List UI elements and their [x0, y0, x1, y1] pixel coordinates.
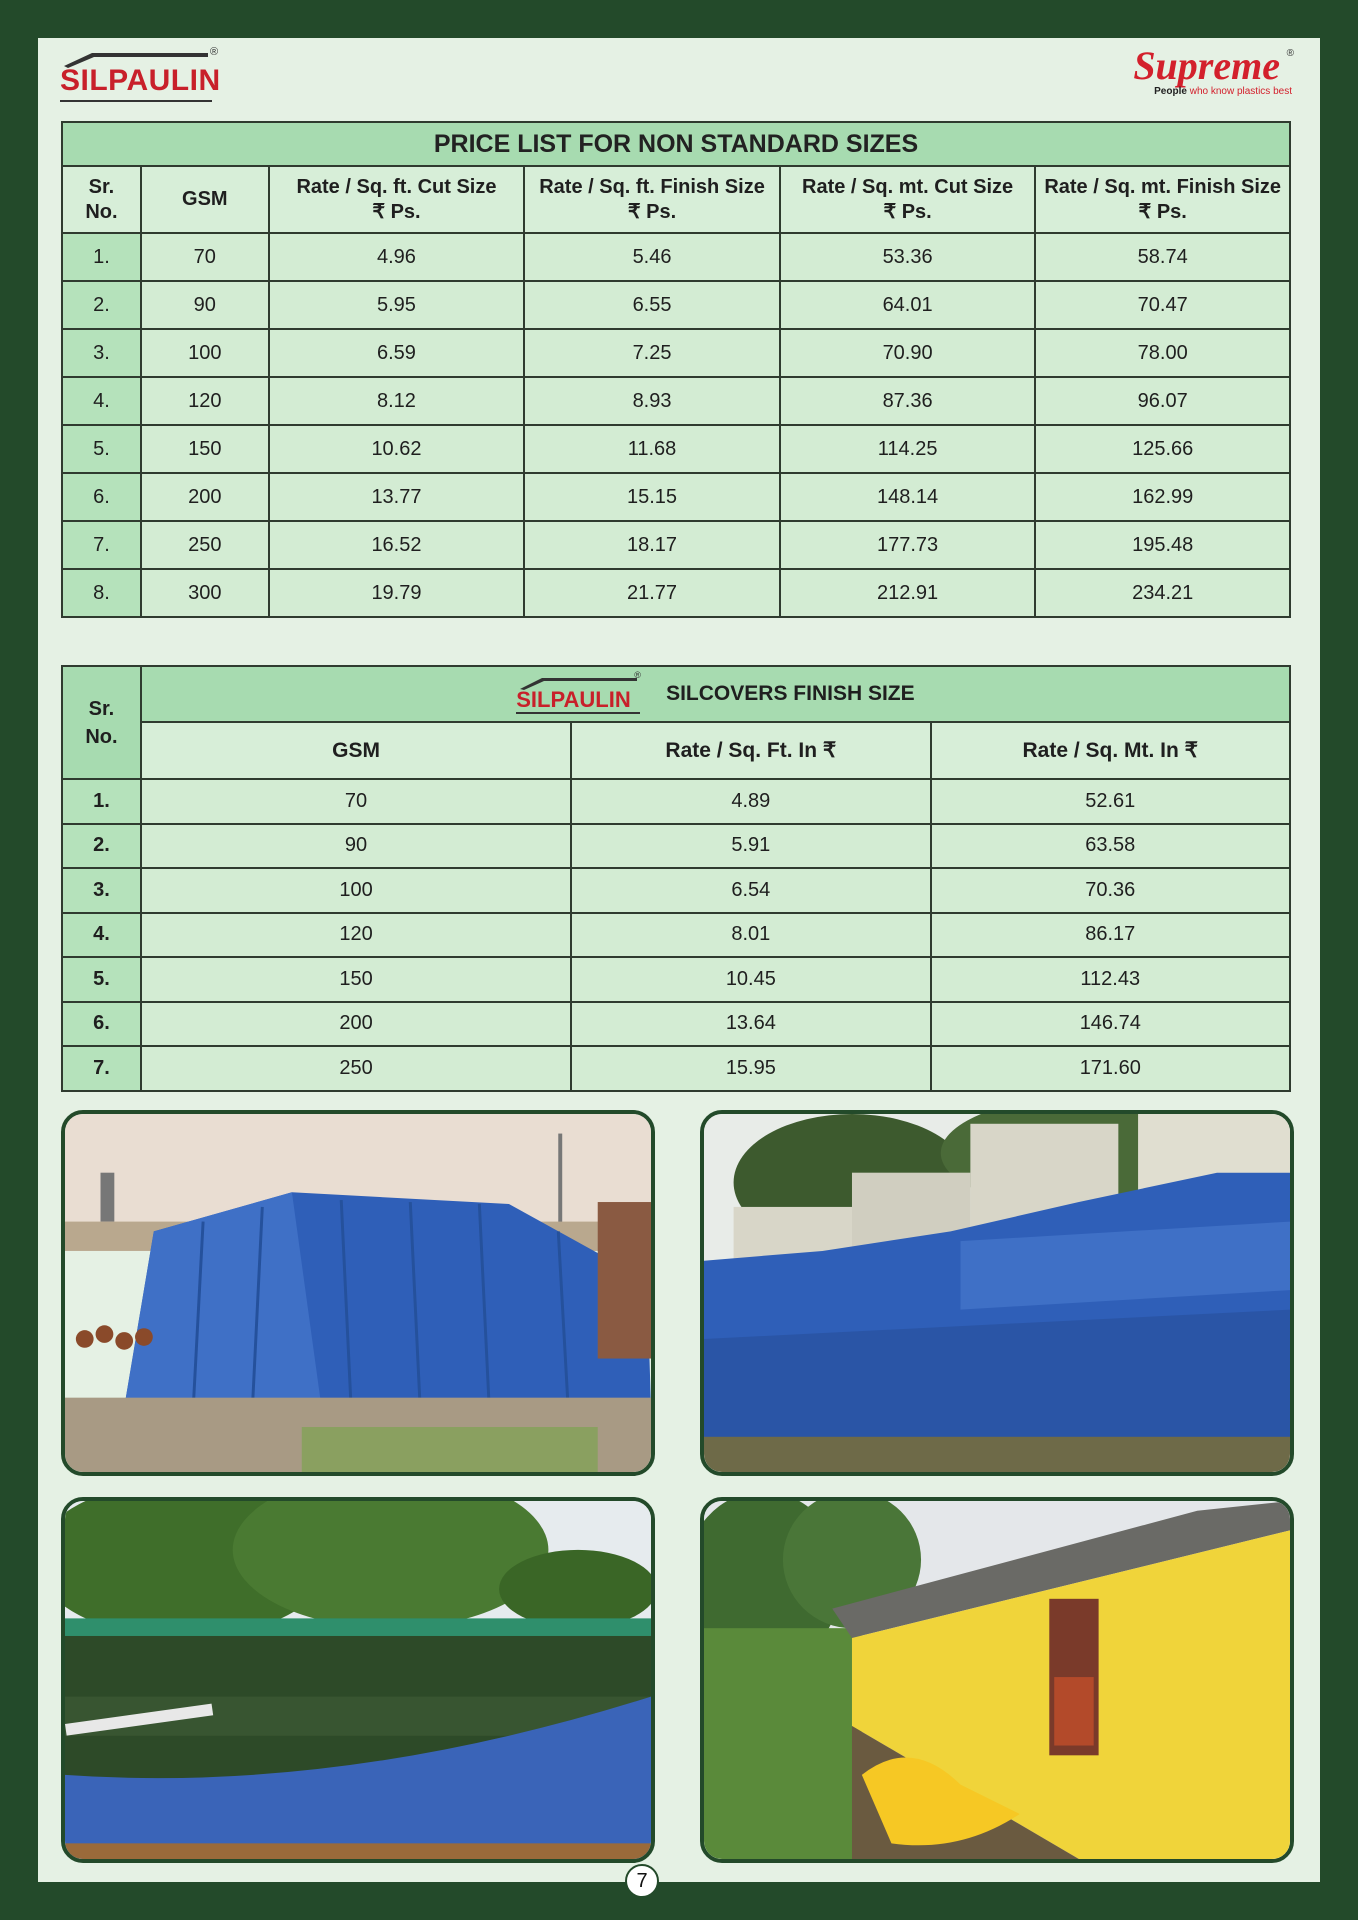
registered-mark: ® — [1286, 48, 1294, 59]
photo-tarp-covered-stack — [61, 1110, 655, 1476]
header-rate-sqmt-finish: Rate / Sq. mt. Finish Size ₹ Ps. — [1035, 166, 1290, 233]
table-row: 4. 120 8.12 8.93 87.36 96.07 — [62, 377, 1290, 425]
table-title — [141, 666, 1290, 722]
header-sr-no: Sr. No. — [62, 166, 141, 233]
silpaulin-wordmark: SILPAULIN — [60, 64, 221, 97]
header-gsm: GSM — [141, 166, 269, 233]
photo-pond-liner — [61, 1497, 655, 1863]
table-row: 8. 300 19.79 21.77 212.91 234.21 — [62, 569, 1290, 617]
brochure-page — [38, 38, 1320, 1882]
header-rate-sqmt-cut: Rate / Sq. mt. Cut Size ₹ Ps. — [780, 166, 1036, 233]
table-row: 2. 90 5.95 6.55 64.01 70.47 — [62, 281, 1290, 329]
silcovers-title: SILCOVERS FINISH SIZE — [666, 682, 915, 705]
supreme-wordmark: Supreme — [1133, 43, 1280, 88]
table-row: 1. 70 4.89 52.61 — [62, 779, 1290, 824]
header-gsm: GSM — [141, 722, 571, 779]
registered-mark: ® — [210, 46, 219, 58]
table-row: 3. 100 6.54 70.36 — [62, 868, 1290, 913]
silpaulin-logo — [60, 46, 220, 98]
logo-underline — [60, 100, 212, 102]
silcovers-price-table — [61, 665, 1291, 1092]
non-standard-price-table — [61, 121, 1291, 618]
table-header-row — [62, 166, 1290, 233]
photo-yellow-tarp-shed — [700, 1497, 1294, 1863]
header-rate-sqft-cut: Rate / Sq. ft. Cut Size ₹ Ps. — [269, 166, 525, 233]
supreme-tagline: People who know plastics best — [1154, 86, 1292, 97]
photo-tarp-covered-machinery — [700, 1110, 1294, 1476]
header-rate-sqft-finish: Rate / Sq. ft. Finish Size ₹ Ps. — [524, 166, 780, 233]
header-rate-sqmt: Rate / Sq. Mt. In ₹ — [931, 722, 1290, 779]
table-row: 6. 200 13.77 15.15 148.14 162.99 — [62, 473, 1290, 521]
silpaulin-logo: SILPAULIN ® — [516, 670, 641, 712]
supreme-logo — [1124, 42, 1294, 104]
header-rate-sqft: Rate / Sq. Ft. In ₹ — [571, 722, 930, 779]
table-row: 4. 120 8.01 86.17 — [62, 913, 1290, 958]
table-row: 7. 250 16.52 18.17 177.73 195.48 — [62, 521, 1290, 569]
table-row: 5. 150 10.45 112.43 — [62, 957, 1290, 1002]
table-row: 7. 250 15.95 171.60 — [62, 1046, 1290, 1091]
table-row: 6. 200 13.64 146.74 — [62, 1002, 1290, 1047]
header-sr-no: Sr. No. — [62, 666, 141, 779]
table-row: 1. 70 4.96 5.46 53.36 58.74 — [62, 233, 1290, 281]
table-title: PRICE LIST FOR NON STANDARD SIZES — [62, 122, 1290, 166]
table-row: 3. 100 6.59 7.25 70.90 78.00 — [62, 329, 1290, 377]
table-row: 5. 150 10.62 11.68 114.25 125.66 — [62, 425, 1290, 473]
table-row: 2. 90 5.91 63.58 — [62, 824, 1290, 869]
table-header-row — [62, 722, 1290, 779]
page-number: 7 — [625, 1864, 659, 1898]
